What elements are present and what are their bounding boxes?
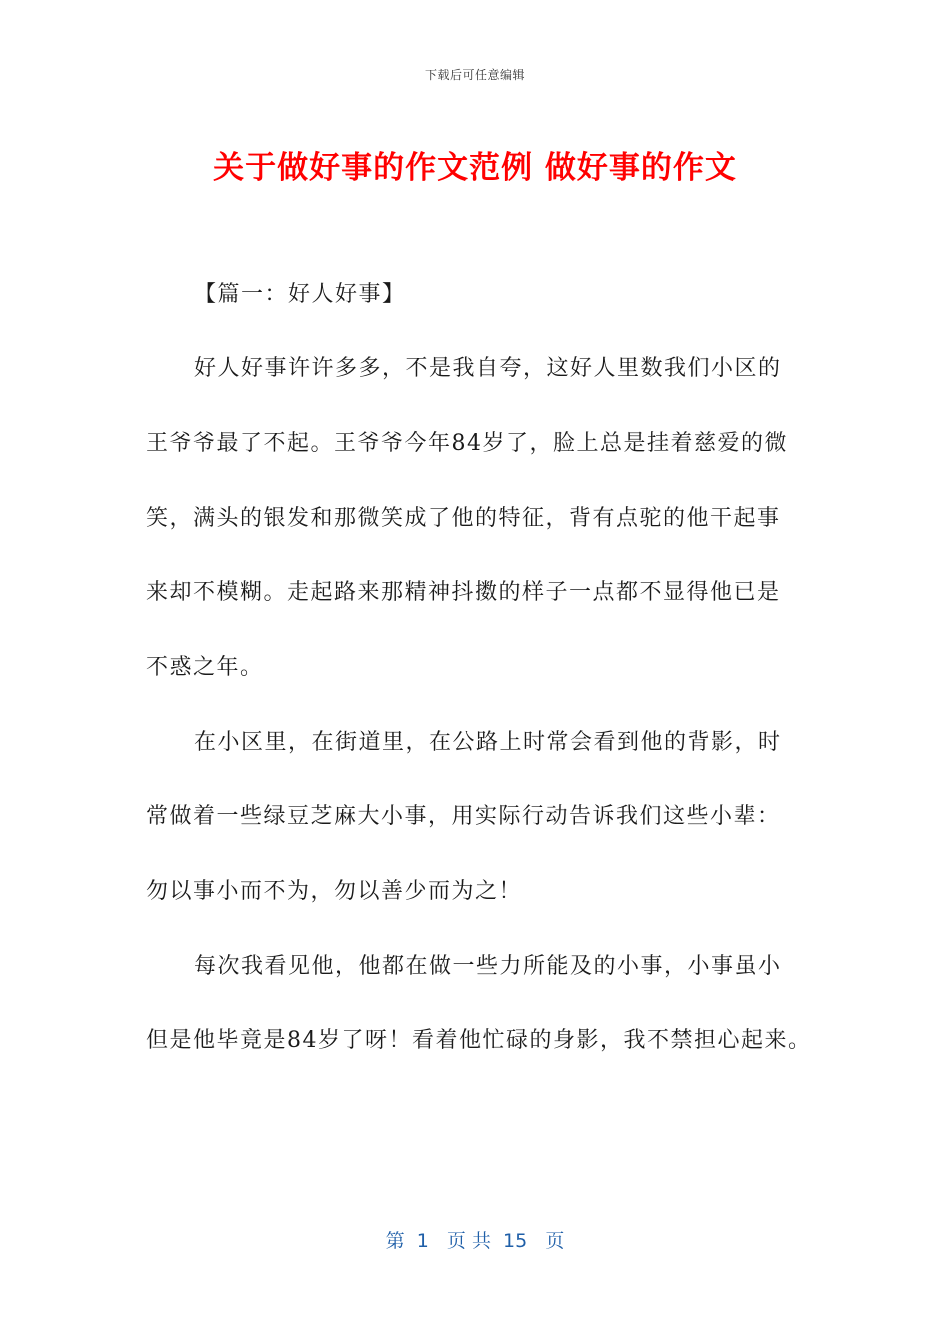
paragraph-line: 来却不模糊。走起路来那精神抖擞的样子一点都不显得他已是 xyxy=(146,580,781,605)
paragraph-line: 常做着一些绿豆芝麻大小事，用实际行动告诉我们这些小辈： xyxy=(146,804,781,829)
header-note: 下载后可任意编辑 xyxy=(424,68,525,82)
paragraph-line: 王爷爷最了不起。王爷爷今年84岁了，脸上总是挂着慈爱的微 xyxy=(146,431,788,456)
paragraph-line: 不惑之年。 xyxy=(146,655,264,680)
section-heading: 【篇一：好人好事】 xyxy=(194,282,406,307)
paragraph-line: 在小区里，在街道里，在公路上时常会看到他的背影，时 xyxy=(194,730,782,755)
paragraph-line: 好人好事许许多多，不是我自夸，这好人里数我们小区的 xyxy=(194,356,782,381)
document-body xyxy=(146,0,814,1100)
paragraph-line: 但是他毕竟是84岁了呀！看着他忙碌的身影，我不禁担心起来。 xyxy=(146,1028,812,1053)
paragraph-line: 笑，满头的银发和那微笑成了他的特征，背有点驼的他干起事 xyxy=(146,506,781,531)
page-number-footer: 第 1 页 共 15 页 xyxy=(385,1230,565,1252)
paragraph-line: 勿以事小而不为，勿以善少而为之！ xyxy=(146,879,523,904)
paragraph-line: 每次我看见他，他都在做一些力所能及的小事，小事虽小 xyxy=(194,954,782,979)
document-title: 关于做好事的作文范例 做好事的作文 xyxy=(213,150,737,186)
